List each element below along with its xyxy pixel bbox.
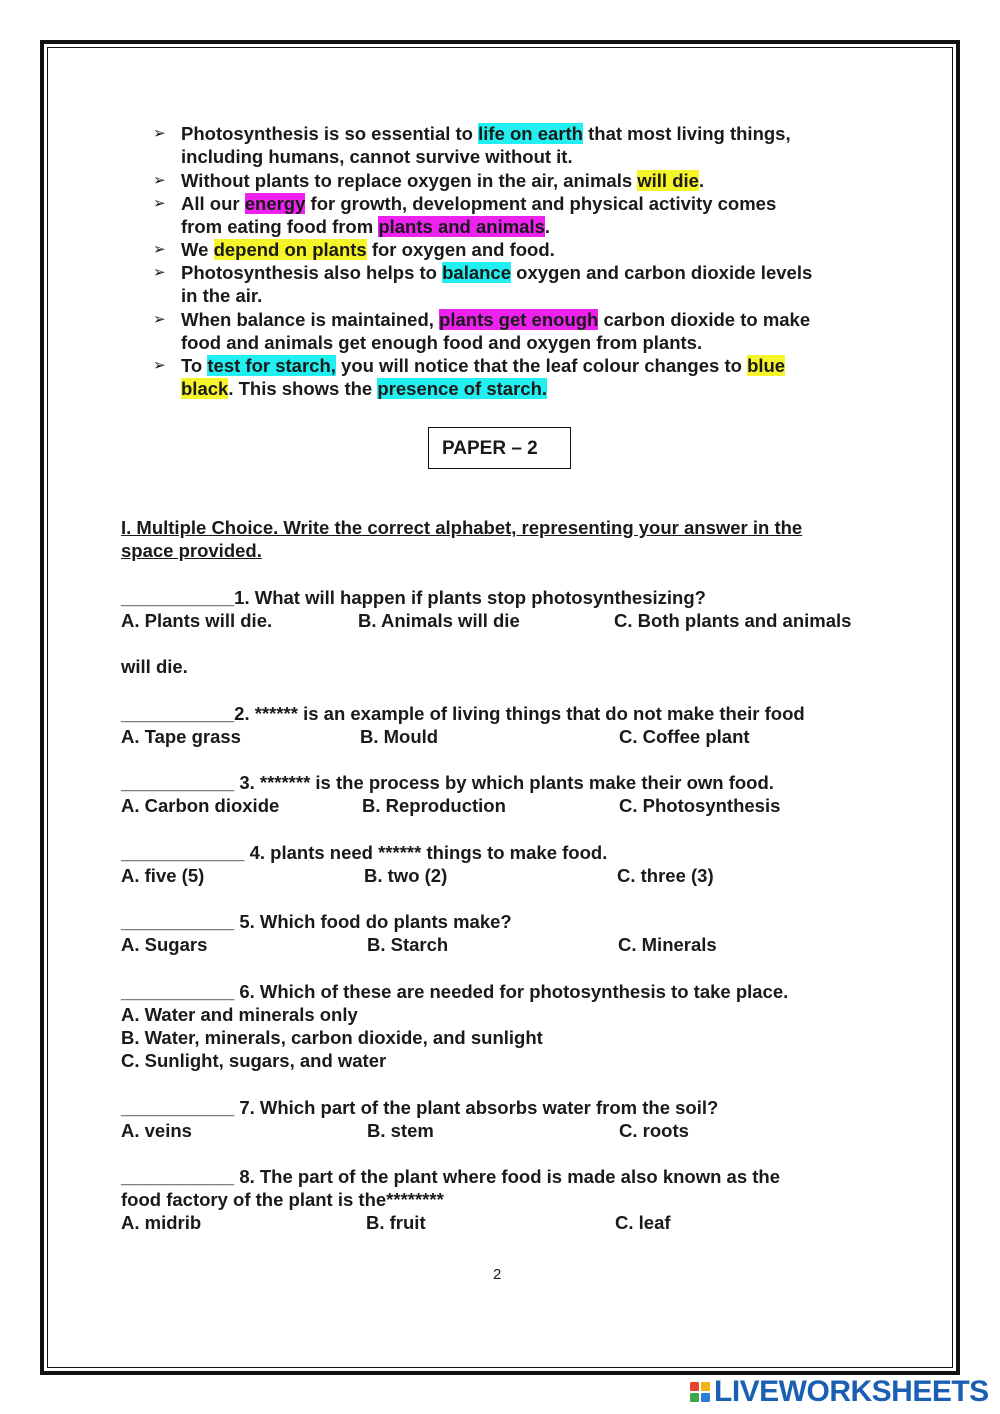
- bullet-text: for oxygen and food.: [366, 239, 555, 260]
- question-2-option-c: C. Coffee plant: [619, 726, 750, 747]
- question-7-option-a: A. veins: [121, 1120, 192, 1141]
- bullet-text: you will notice that the leaf colour changes to: [335, 355, 748, 376]
- question-1-option-c: C. Both plants and animals: [614, 610, 852, 631]
- question-8-stem-continued: food factory of the plant is the********: [121, 1189, 444, 1210]
- question-8-option-a: A. midrib: [121, 1212, 202, 1233]
- question-3-stem: ___________ 3. ******* is the process by which plants make their own food.: [121, 772, 774, 793]
- logo-square-2: [701, 1382, 710, 1391]
- bullet-6-line-2: [181, 331, 702, 354]
- bullet-text: from eating food from: [181, 216, 379, 237]
- paper-title: PAPER – 2: [428, 427, 571, 469]
- question-8-option-b: B. fruit: [366, 1212, 426, 1233]
- question-2-stem: ___________2. ****** is an example of living things that do not make their food: [121, 703, 805, 724]
- liveworksheets-logo: [690, 1374, 989, 1410]
- logo-square-1: [690, 1382, 699, 1391]
- bullet-text: When balance is maintained,: [181, 309, 440, 330]
- question-8-stem: ___________ 8. The part of the plant where food is made also known as the: [121, 1166, 781, 1187]
- question-6-option-b: B. Water, minerals, carbon dioxide, and sunlight: [121, 1027, 543, 1048]
- highlighted-text: depend on plants: [213, 239, 367, 260]
- question-1-option-b: B. Animals will die: [358, 610, 520, 631]
- bullet-arrow-icon: ➢: [153, 125, 166, 142]
- question-5-option-a: A. Sugars: [121, 934, 208, 955]
- bullet-7-line-2: [181, 377, 547, 400]
- highlighted-text: test for starch,: [207, 355, 336, 376]
- highlighted-text: presence of starch.: [377, 378, 548, 399]
- question-2-option-a: A. Tape grass: [121, 726, 241, 747]
- question-3-option-c: C. Photosynthesis: [619, 795, 781, 816]
- question-4-option-c: C. three (3): [617, 865, 714, 886]
- bullet-text: . This shows the: [228, 378, 378, 399]
- bullet-text: in the air.: [181, 285, 263, 306]
- highlighted-text: energy: [244, 193, 306, 214]
- bullet-text: To: [181, 355, 208, 376]
- bullet-text: oxygen and carbon dioxide levels: [511, 262, 813, 283]
- bullet-text: Without plants to replace oxygen in the air, animals: [181, 170, 638, 191]
- bullet-6-line-1: [181, 308, 810, 331]
- bullet-text: All our: [181, 193, 245, 214]
- question-4-option-a: A. five (5): [121, 865, 205, 886]
- bullet-text: .: [544, 216, 551, 237]
- bullet-7-line-1: [181, 354, 785, 377]
- bullet-1-line-1: [181, 122, 791, 145]
- liveworksheets-logo-text: LIVEWORKSHEETS: [714, 1375, 989, 1408]
- question-5-option-b: B. Starch: [367, 934, 449, 955]
- logo-square-3: [690, 1393, 699, 1402]
- bullet-text: We: [181, 239, 214, 260]
- bullet-4-line-1: [181, 238, 555, 261]
- bullet-text: that most living things,: [582, 123, 791, 144]
- page-number: 2: [493, 1266, 502, 1283]
- question-6-option-c: C. Sunlight, sugars, and water: [121, 1050, 387, 1071]
- bullet-text: carbon dioxide to make: [598, 309, 811, 330]
- highlighted-text: balance: [442, 262, 512, 283]
- question-4-option-b: B. two (2): [364, 865, 448, 886]
- bullet-arrow-icon: ➢: [153, 357, 166, 374]
- question-7-option-b: B. stem: [367, 1120, 434, 1141]
- bullet-3-line-1: [181, 192, 776, 215]
- logo-square-4: [701, 1393, 710, 1402]
- bullet-text: .: [698, 170, 705, 191]
- question-4-stem: ____________ 4. plants need ****** things to make food.: [121, 842, 608, 863]
- highlighted-text: black: [181, 378, 229, 399]
- highlighted-text: blue: [747, 355, 786, 376]
- question-7-option-c: C. roots: [619, 1120, 689, 1141]
- question-6-option-a: A. Water and minerals only: [121, 1004, 358, 1025]
- bullet-text: including humans, cannot survive without it.: [181, 146, 573, 167]
- bullet-text: Photosynthesis also helps to: [181, 262, 443, 283]
- question-3-option-b: B. Reproduction: [362, 795, 506, 816]
- highlighted-text: will die: [637, 170, 699, 191]
- question-1-stem: ___________1. What will happen if plants stop photosynthesizing?: [121, 587, 706, 608]
- question-5-stem: ___________ 5. Which food do plants make?: [121, 911, 512, 932]
- instruction-line-2: space provided.: [121, 540, 262, 561]
- bullet-arrow-icon: ➢: [153, 311, 166, 328]
- instruction-line-1: I. Multiple Choice. Write the correct alphabet, representing your answer in the: [121, 517, 803, 538]
- bullet-3-line-2: [181, 215, 550, 238]
- question-6-stem: ___________ 6. Which of these are needed for photosynthesis to take place.: [121, 981, 789, 1002]
- liveworksheets-logo-icon: [690, 1382, 710, 1402]
- question-1-option-c-continued: will die.: [121, 656, 188, 677]
- highlighted-text: life on earth: [478, 123, 583, 144]
- question-7-stem: ___________ 7. Which part of the plant absorbs water from the soil?: [121, 1097, 719, 1118]
- highlighted-text: plants get enough: [439, 309, 599, 330]
- bullet-text: Photosynthesis is so essential to: [181, 123, 479, 144]
- question-3-option-a: A. Carbon dioxide: [121, 795, 280, 816]
- bullet-arrow-icon: ➢: [153, 264, 166, 281]
- bullet-arrow-icon: ➢: [153, 172, 166, 189]
- bullet-2-line-1: [181, 169, 704, 192]
- question-2-option-b: B. Mould: [360, 726, 439, 747]
- bullet-text: for growth, development and physical activity comes: [305, 193, 777, 214]
- bullet-5-line-2: [181, 284, 262, 307]
- bullet-text: food and animals get enough food and oxygen from plants.: [181, 332, 703, 353]
- bullet-5-line-1: [181, 261, 812, 284]
- bullet-1-line-2: [181, 145, 573, 168]
- question-5-option-c: C. Minerals: [618, 934, 717, 955]
- question-8-option-c: C. leaf: [615, 1212, 671, 1233]
- question-1-option-a: A. Plants will die.: [121, 610, 273, 631]
- bullet-arrow-icon: ➢: [153, 195, 166, 212]
- highlighted-text: plants and animals: [378, 216, 545, 237]
- bullet-arrow-icon: ➢: [153, 241, 166, 258]
